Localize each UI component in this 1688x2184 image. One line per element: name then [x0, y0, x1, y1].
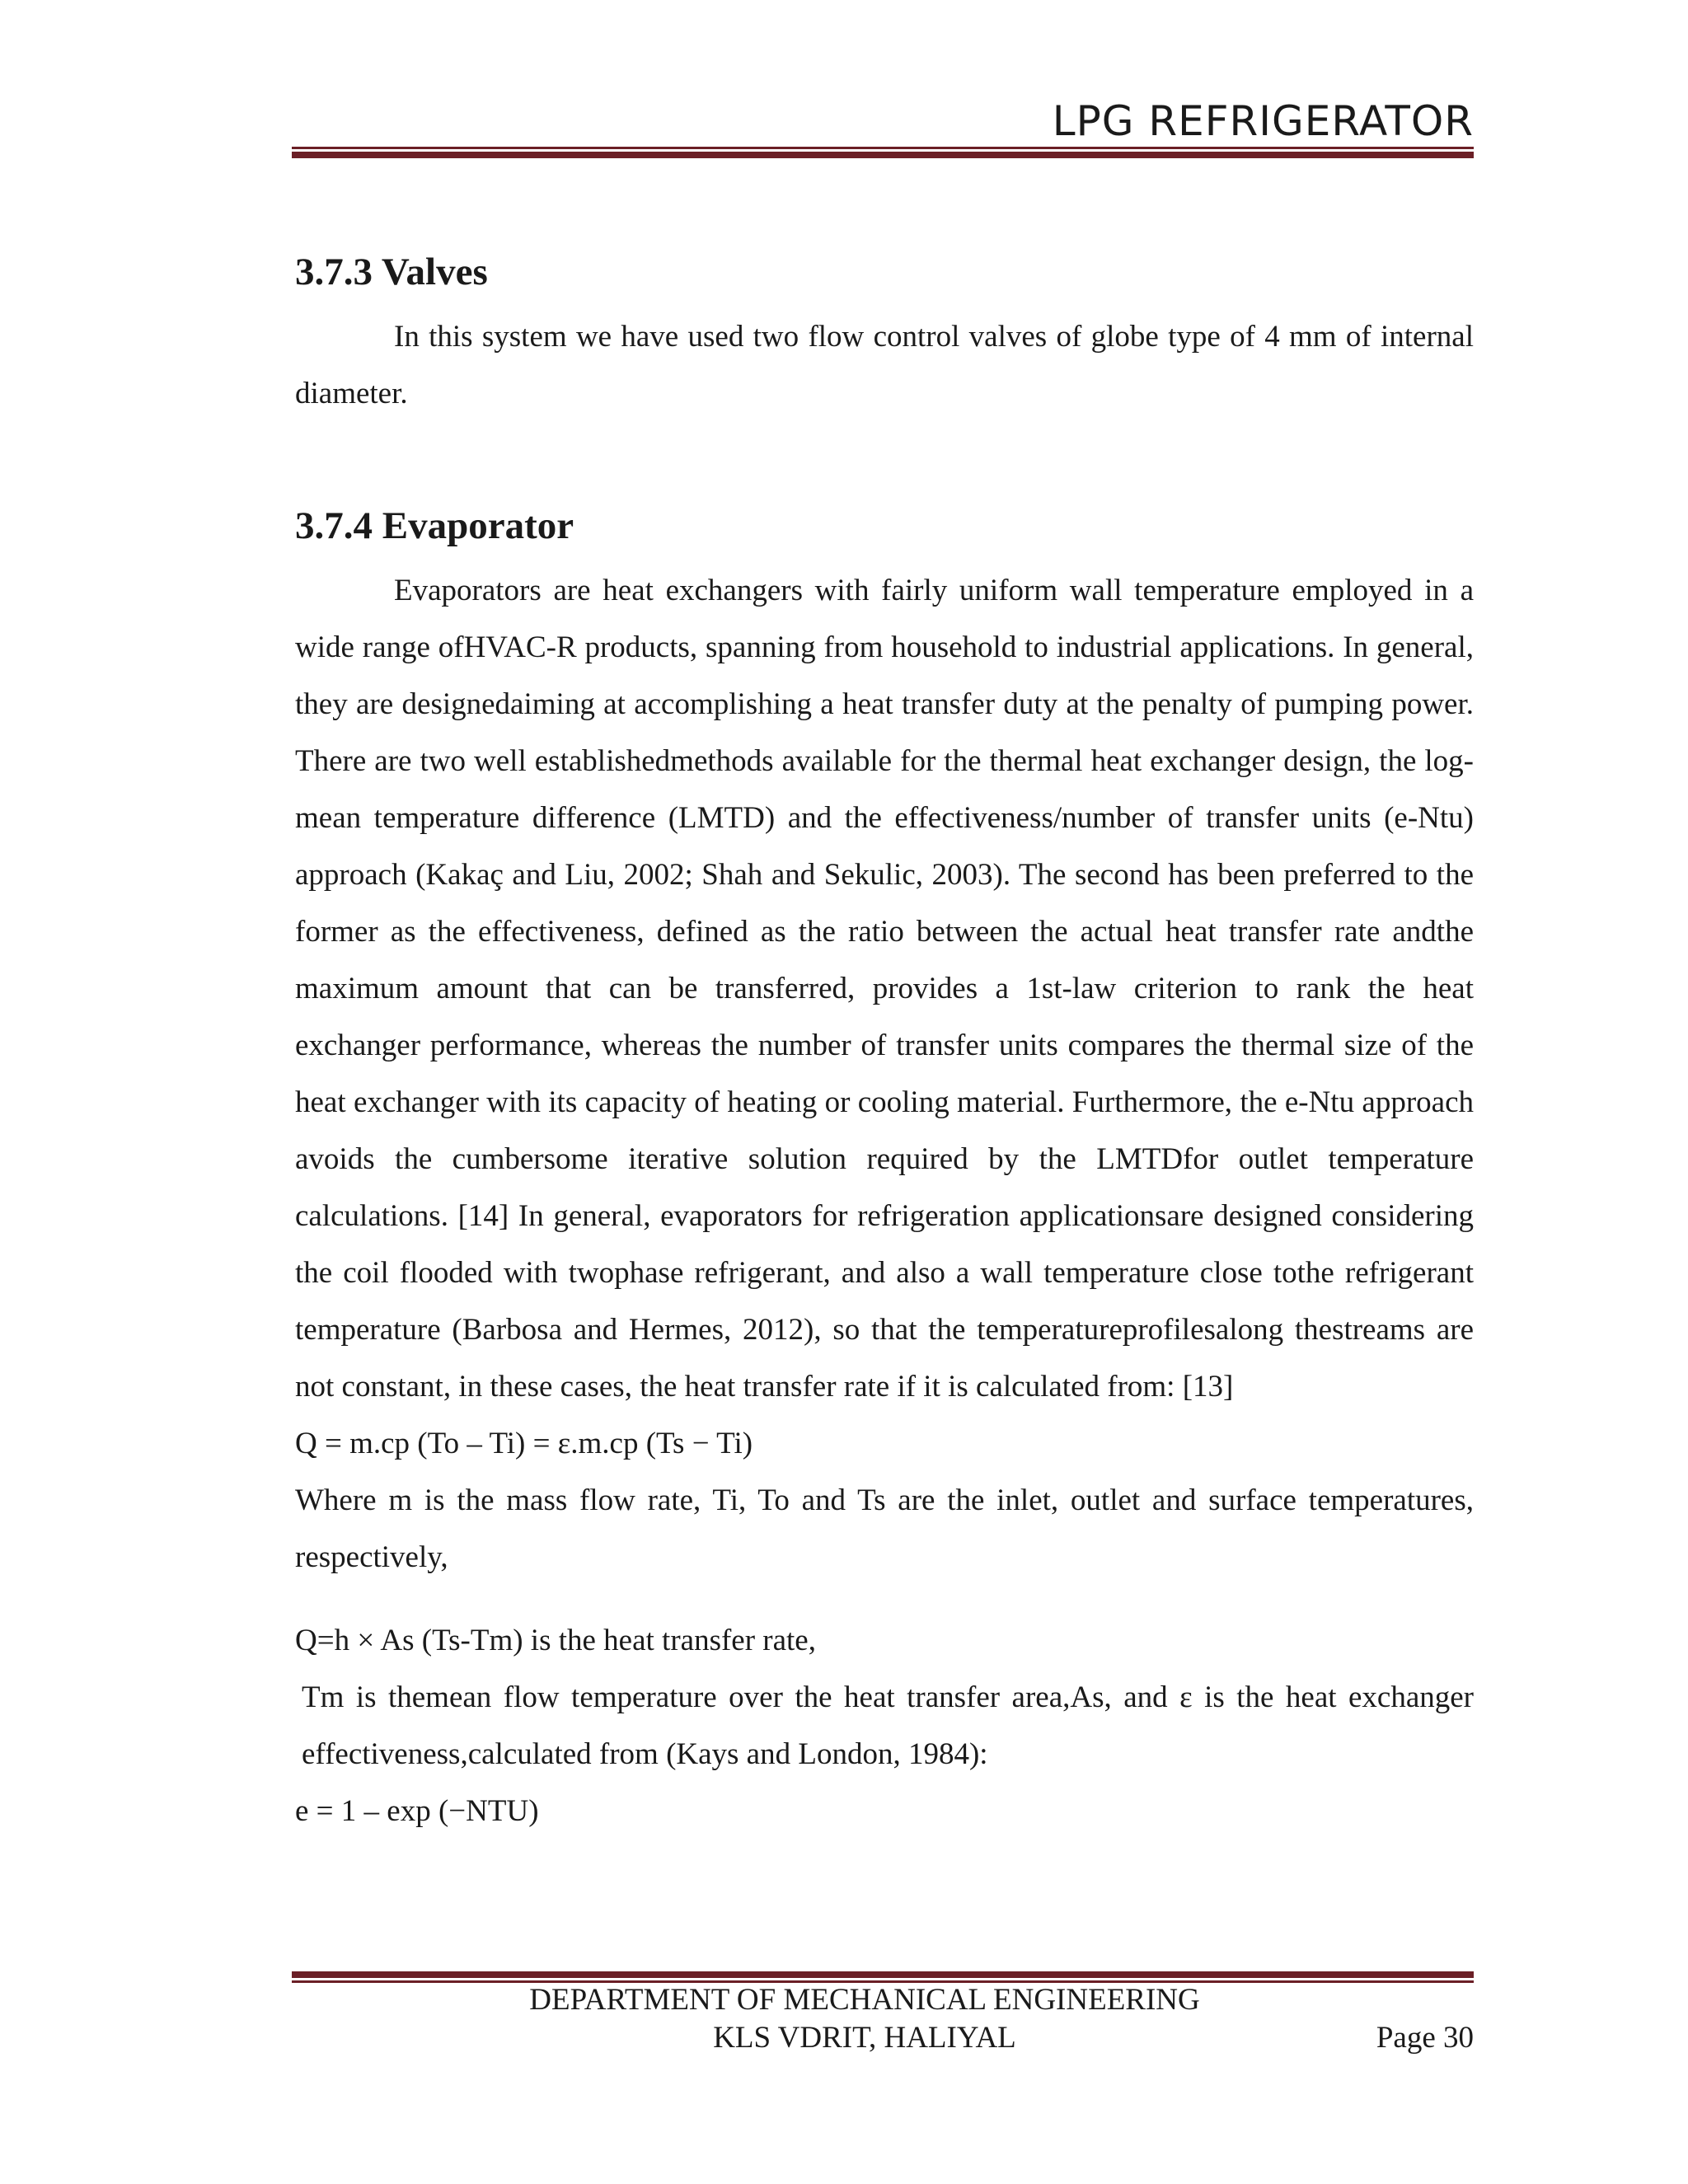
evaporator-paragraph: Evaporators are heat exchangers with fairly uniform wall temperature employed in a wide range ofHVAC-R products, spanning from household to industrial applications. In general, they are designedaiming at accomplishing a heat transfer duty at the penalty of pumping power. There are two well establishedmethods available for the thermal heat exchanger design, the log-mean temperature difference (LMTD) and the effectiveness/number of transfer units (e-Ntu) approach (Kakaç and Liu, 2002; Shah and Sekulic, 2003). The second has been preferred to the former as the effectiveness, defined as the ratio between the actual heat transfer rate andthe maximum amount that can be transferred, provides a 1st-law criterion to rank the heat exchanger performance, whereas the number of transfer units compares the thermal size of the heat exchanger with its capacity of heating or cooling material. Furthermore, the e-Ntu approach avoids the cumbersome iterative solution required by the LMTDfor outlet temperature calculations. [14] In general, evaporators for refrigeration applicationsare designed considering the coil flooded with twophase refrigerant, and also a wall temperature close tothe refrigerant temperature (Barbosa and Hermes, 2012), so that the temperatureprofilesalong thestreams are not constant, in these cases, the heat transfer rate if it is calculated from: [13] [295, 574, 1474, 1404]
heat-transfer-equation: Q = m.cp (To – Ti) = ε.m.cp (Ts − Ti) [295, 1427, 753, 1460]
footer-rule-thick-line [292, 1971, 1474, 1978]
heat-transfer-rate-equation: Q=h × As (Ts-Tm) is the heat transfer rate, [295, 1624, 816, 1657]
where-definition-paragraph: Where m is the mass flow rate, Ti, To and Ts are the inlet, outlet and surface temperatures, respectively, [295, 1483, 1474, 1574]
page-body [295, 247, 1474, 1840]
valves-paragraph: In this system we have used two flow control valves of globe type of 4 mm of internal diameter. [295, 320, 1474, 410]
effectiveness-equation: e = 1 – exp (−NTU) [295, 1794, 539, 1828]
running-header-title: LPG REFRIGERATOR [1052, 97, 1474, 145]
header-rule [292, 147, 1474, 158]
footer-college: KLS VDRIT, HALIYAL [713, 2021, 1016, 2055]
section-heading-evaporator: 3.7.4 Evaporator [295, 504, 574, 547]
tm-definition-paragraph: Tm is themean flow temperature over the heat transfer area,As, and ε is the heat exchanger effectiveness,calculated from (Kays and London, 1984): [302, 1680, 1474, 1771]
page-number: Page 30 [1376, 2021, 1474, 2055]
section-heading-valves: 3.7.3 Valves [295, 251, 488, 293]
header-rule-thick-line [292, 152, 1474, 158]
footer-department: DEPARTMENT OF MECHANICAL ENGINEERING [529, 1983, 1200, 2017]
